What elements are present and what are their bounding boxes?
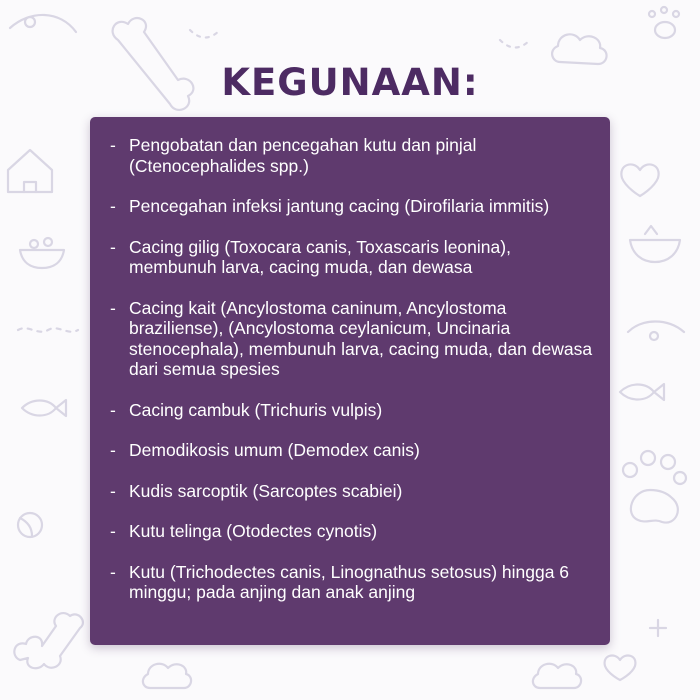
list-item-text: Kudis sarcoptik (Sarcoptes scabiei) bbox=[129, 480, 403, 501]
collar-right-icon bbox=[628, 322, 684, 341]
usage-card bbox=[90, 117, 610, 645]
list-bullet: - bbox=[110, 196, 116, 216]
list-item-text: Kutu telinga (Otodectes cynotis) bbox=[129, 521, 378, 541]
list-bullet: - bbox=[110, 561, 116, 582]
list-bullet: - bbox=[110, 521, 116, 541]
list-bullet: - bbox=[110, 480, 116, 501]
list-bullet: - bbox=[110, 236, 116, 257]
list-item bbox=[110, 481, 598, 502]
fish-right-icon bbox=[620, 384, 664, 400]
list-item-text: Kutu (Trichodectes canis, Linognathus setosus) hingga 6 minggu; pada anjing dan anak anjing bbox=[129, 561, 570, 602]
sparkle-icon bbox=[650, 620, 666, 636]
list-item bbox=[110, 400, 598, 421]
list-item bbox=[110, 521, 598, 542]
list-bullet: - bbox=[110, 297, 116, 318]
list-item bbox=[110, 440, 598, 461]
paw-icon bbox=[649, 7, 679, 38]
list-item-text: Cacing gilig (Toxocara canis, Toxascaris leonina), membunuh larva, cacing muda, dan dewasa bbox=[129, 236, 511, 277]
paw-large-icon bbox=[623, 451, 686, 523]
list-bullet: - bbox=[110, 399, 116, 420]
list-item bbox=[110, 562, 598, 603]
list-item-text: Pengobatan dan pencegahan kutu dan pinjal (Ctenocephalides spp.) bbox=[129, 135, 477, 176]
list-item-text: Demodikosis umum (Demodex canis) bbox=[129, 440, 420, 460]
list-item bbox=[110, 135, 598, 176]
house-icon bbox=[8, 150, 52, 192]
bone-bottom-icon bbox=[14, 613, 83, 668]
collar-icon bbox=[10, 15, 76, 32]
fish-icon bbox=[22, 400, 66, 416]
cloud-bottom-right-icon bbox=[533, 664, 581, 688]
list-item-text: Cacing kait (Ancylostoma caninum, Ancylostoma braziliense), (Ancylostoma ceylanicum, Uncinaria stenocephala), membunuh larva, cacing muda, dan dewasa dari semua spesies bbox=[129, 297, 593, 379]
list-bullet: - bbox=[110, 135, 116, 155]
list-bullet: - bbox=[110, 440, 116, 460]
page-title: KEGUNAAN: bbox=[221, 61, 479, 104]
list-item bbox=[110, 196, 598, 217]
list-item bbox=[110, 237, 598, 278]
heart-bottom-icon bbox=[605, 655, 636, 680]
list-item-text: Pencegahan infeksi jantung cacing (Dirofilaria immitis) bbox=[129, 196, 550, 216]
bowl-icon bbox=[630, 226, 680, 262]
dotted-trail-icon bbox=[18, 328, 78, 331]
ball-icon bbox=[18, 513, 42, 537]
list-item-text: Cacing cambuk (Trichuris vulpis) bbox=[129, 399, 383, 420]
usage-list bbox=[90, 117, 610, 603]
food-bowl-icon bbox=[20, 238, 64, 268]
cloud-bottom-icon bbox=[143, 664, 191, 688]
heart-icon bbox=[621, 164, 658, 196]
list-item bbox=[110, 298, 598, 380]
